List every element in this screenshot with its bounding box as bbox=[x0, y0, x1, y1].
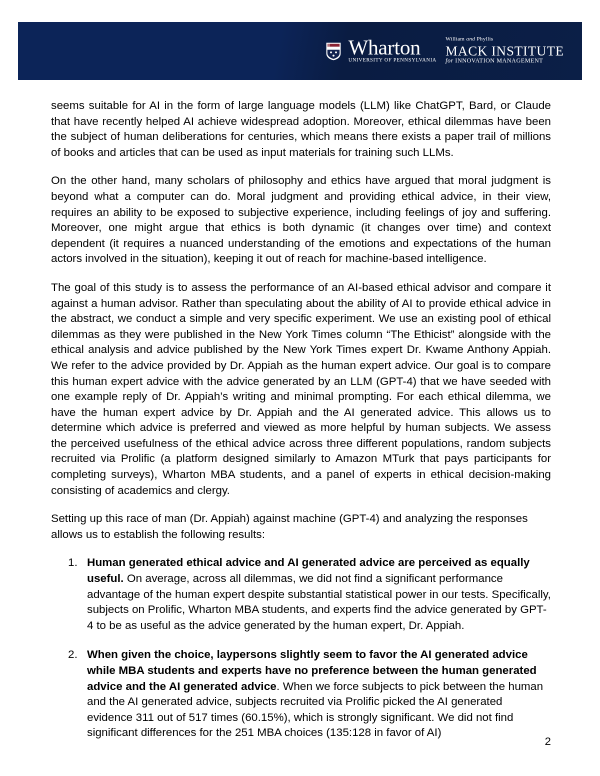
result-2-rest: . When we force subjects to pick between the human and the AI generated advice, subjects recruited via Prolific picked the AI generated evidence 311 out of 517 times (60.15%), which is strongly significant. We did not find significant differences for the 251 MBA choices (135:128 in favor of AI) bbox=[87, 680, 544, 740]
wharton-word: Wharton bbox=[348, 35, 421, 60]
paragraph-4: Setting up this race of man (Dr. Appiah) against machine (GPT-4) and analyzing the responses allows us to establish the following results: bbox=[51, 513, 528, 541]
list-item bbox=[68, 556, 551, 634]
mack-prefix bbox=[446, 37, 564, 43]
mack-tagline bbox=[446, 59, 564, 65]
list-item bbox=[68, 648, 551, 742]
wharton-subtitle: UNIVERSITY OF PENNSYLVANIA bbox=[348, 57, 437, 64]
result-1-lead: Human generated ethical advice and AI generated advice are perceived as equally useful. bbox=[87, 557, 530, 586]
results-list bbox=[51, 556, 551, 742]
mack-prefix-and: and bbox=[466, 36, 476, 43]
mack-main-title: MACK INSTITUTE bbox=[445, 43, 564, 58]
penn-shield-icon bbox=[326, 42, 341, 60]
wharton-wordmark bbox=[348, 35, 437, 64]
result-2-lead: When given the choice, laypersons slightly seem to favor the AI generated advice while MBA students and experts have no preference between the human generated advice and the AI generated advice bbox=[87, 649, 537, 693]
page-number: 2 bbox=[544, 736, 551, 748]
result-1-rest: On average, across all dilemmas, we did not find a significant performance advantage of the human expert despite substantial statistical power in our tests. Specifically, subjects on Prolific, Wharton MBA students, and experts find the advice generated by GPT-4 to be as useful as the advice generated by the human expert, Dr. Appiah. bbox=[87, 573, 551, 632]
mack-prefix-plain2: Phyllis bbox=[475, 36, 494, 43]
mack-institute-wordmark bbox=[446, 37, 564, 64]
header-banner bbox=[18, 22, 582, 80]
mack-prefix-plain: William bbox=[445, 36, 467, 43]
paragraph-2: On the other hand, many scholars of philosophy and ethics have argued that moral judgment is beyond what a computer can do. Moral judgment and providing ethical advice, in their view, requires an ability to be exposed to subjective experience, including feelings of joy and suffering. Moreover, one might argue that ethics is both dynamic (it changes over time) and context dependent (it requires a nuanced understanding of the emotions and expectations of the human actors involved in the situation), keeping it out of reach for machine-based intelligence. bbox=[51, 175, 551, 266]
wharton-mack-logo bbox=[326, 37, 564, 64]
paragraph-3: The goal of this study is to assess the performance of an AI-based ethical advisor and compare it against a human advisor. Rather than speculating about the ability of AI to provide ethical advice in the abstract, we conduct a simple and very specific experiment. We use an existing pool of ethical dilemmas as they were published in the New York Times column “The Ethicist” alongside with the ethical analysis and advice published by the New York Times expert Dr. Kwame Anthony Appiah. We refer to the advice provided by Dr. Appiah as the human expert advice. Our goal is to compare this human expert advice with the advice generated by an LLM (GPT-4) that we have seeded with one example reply of Dr. Appiah’s writing and minimal prompting. For each ethical dilemma, we have the human expert advice by Dr. Appiah and the AI generated advice. This allows us to determine which advice is preferred and viewed as more helpful by human subjects. We assess the perceived usefulness of the ethical advice across three different populations, random subjects recruited via Prolific (a platform designed similarly to Amazon MTurk that pays participants for completing surveys), Wharton MBA students, and a panel of experts in ethical decision-making consisting of academics and clergy. bbox=[51, 281, 551, 497]
paragraph-1: seems suitable for AI in the form of large language models (LLM) like ChatGPT, Bard, or Claude that have recently helped AI achieve widespread adoption. Moreover, ethical dilemmas have been the subject of human deliberations for centuries, which means there exists a paper trail of millions of books and articles that can be used as input materials for training such LLMs. bbox=[51, 100, 551, 159]
document-body bbox=[51, 99, 551, 756]
mack-tagline-for: for bbox=[445, 58, 454, 65]
mack-tagline-plain: INNOVATION MANAGEMENT bbox=[453, 58, 544, 65]
